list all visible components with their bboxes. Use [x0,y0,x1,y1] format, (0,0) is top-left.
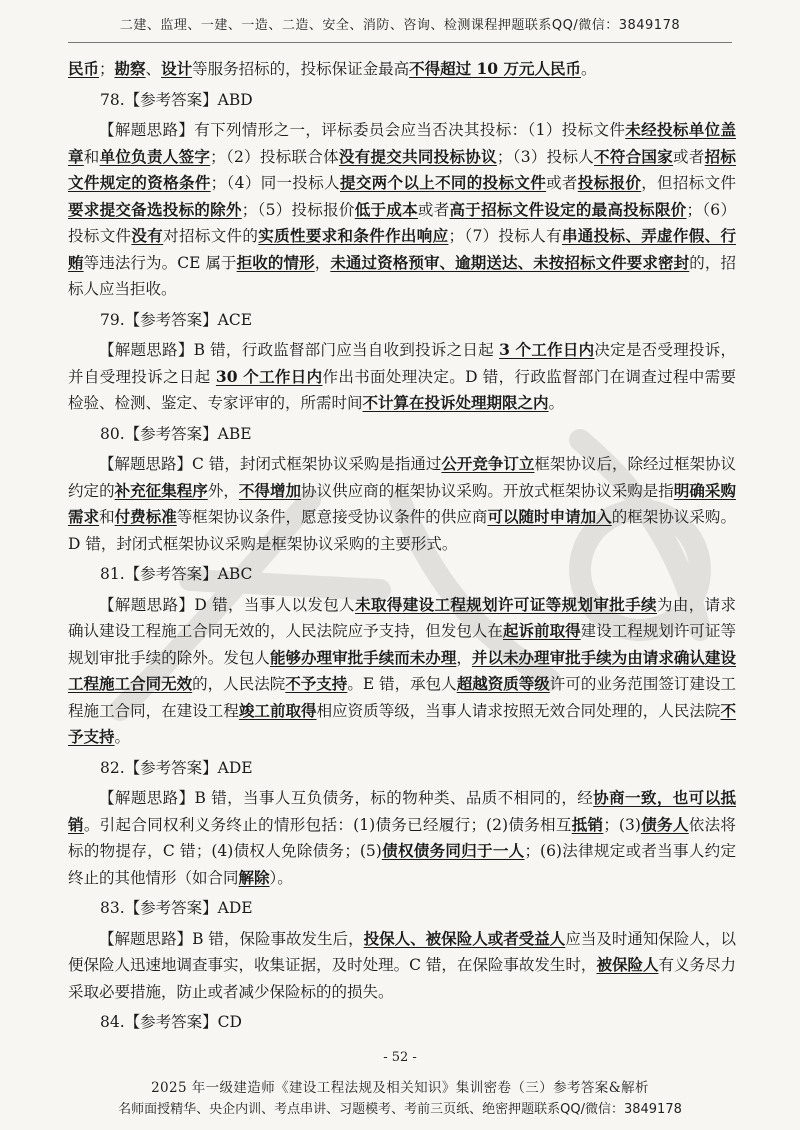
explanation-paragraph [68,117,736,303]
answer-key: 84.【参考答案】CD [100,1013,242,1031]
key-point-text: 没有提交共同投标协议 [338,146,497,166]
key-point-text: 付费标准 [114,507,177,526]
body-text: 外， [207,481,239,500]
body-text: 【解题思路】有下列情形之一，评标委员会应当否决其投标：（1）投标文件 [99,121,626,139]
key-point-text: 拒收的情形 [236,252,315,272]
key-point-text: 没有 [131,226,164,245]
key-point-text: 投标报价 [577,173,642,192]
key-point-text: 不予支持 [285,674,348,693]
body-text: 相应资质等级，当事人请求按照无效合同处理的，人民法院 [316,701,721,720]
body-text: 。 [114,728,131,746]
body-text: 许可的业务范围签订建设工程施工合同，在建设工程 [68,675,736,720]
body-text: 框架协议后，除经过框架协议约定的 [68,455,736,500]
key-point-text: 未通过资格预审、逾期送达、未按招标文件要求密封 [330,252,690,272]
body-text: 或者 [546,174,578,192]
document-title: 2025 年一级建造师《建设工程法规及相关知识》集训密卷（三）参考答案&解析 [151,1080,649,1096]
body-text: ； [99,60,115,78]
key-point-text: 高于招标文件设定的最高投标限价 [449,199,687,219]
body-text: 等框架协议条件，愿意接受协议条件的供应商 [176,508,488,526]
key-point-text: 起诉前取得 [502,621,581,640]
body-text: 。E 错，承包人 [347,675,457,693]
answer-key: 80.【参考答案】ABE [100,424,252,443]
body-text: ）。 [269,868,293,887]
body-text: 应当及时通知保险人，以便保险人迅速地调查事实，收集证据，及时处理。C 错，在保险事故发生时， [68,929,736,974]
key-point-text: 补充征集程序 [114,480,208,500]
body-text: 的框架协议采购。D 错，封闭式框架协议采购是框架协议采购的主要形式。 [68,508,736,553]
key-point-text: 投保人、被保险人或者受益人 [363,928,566,948]
key-point-text: 债权债务同归于一人 [381,841,525,860]
answer-key: 79.【参考答案】ACE [100,310,253,329]
key-point-text: 低于成本 [354,199,418,219]
body-text: 【解题思路】D 错，当事人以发包人 [99,595,356,614]
answer-key: 78.【参考答案】ABD [100,90,253,109]
body-text: ，但招标文件 [641,174,736,192]
key-point-text: 串通投标、弄虚作假、行贿 [68,226,736,272]
body-text: 对招标文件的 [163,227,259,245]
key-point-text: 竣工前取得 [238,700,317,720]
body-text: ；（4）同一投标人 [210,174,340,192]
key-point-text: 不计算在投诉处理期限之内 [362,393,549,412]
body-text: ；（7）投标人有 [448,227,562,245]
body-text: ；（5）投标报价 [241,200,355,219]
explanation-paragraph [68,592,736,751]
explanation-paragraph [68,56,736,83]
key-point-text: 勘察 [114,59,146,78]
key-point-text: 未取得建设工程规划许可证等规划审批手续 [355,594,657,614]
body-text: 或者 [673,147,705,166]
body-text: 。 [548,394,565,412]
key-point-text: 公开竞争订立 [441,454,535,473]
body-text: ， [456,648,472,667]
body-text: 等服务招标的，投标保证金最高 [192,60,410,78]
body-text: 。 [580,60,597,78]
key-point-text: 协商一致，也可以抵销 [68,788,736,834]
body-text: 的，招标人应当拒收。 [68,253,736,298]
explanation-paragraph [68,451,736,557]
body-text: 等违法行为。CE 属于 [83,253,237,272]
key-point-text: 不得增加 [238,480,302,500]
key-point-text: 可以随时申请加入 [487,507,612,526]
key-point-text: 不得超过 10 万元人民币 [409,59,581,78]
body-text: 或者 [417,200,450,219]
key-point-text: 不符合国家 [594,146,674,166]
body-text: 【解题思路】B 错，保险事故发生后， [99,929,364,948]
body-text: 和 [83,147,100,166]
key-point-text: 实质性要求和条件作出响应 [258,226,449,245]
header-divider [68,42,732,43]
body-text: ；(6)法律规定或者当事人约定终止的其他情形（如合同 [68,842,736,887]
key-point-text: 被保险人 [596,955,659,974]
explanation-paragraph [68,337,736,417]
explanation-paragraph [68,926,736,1006]
key-point-text: 明确采购需求 [68,480,736,526]
key-point-text: 3 个工作日内 [499,340,595,359]
body-text: ；(3) [603,815,641,834]
body-text: ；（6）投标文件 [68,200,736,245]
body-text: 和 [99,508,115,526]
answer-key: 81.【参考答案】ABC [100,565,253,583]
key-point-text: 设计 [161,59,193,78]
key-point-text: 超越资质等级 [456,674,550,693]
body-text: 【解题思路】B 错，行政监督部门应当自收到投诉之日起 [99,341,500,359]
body-text: 。引起合同权利义务终止的情形包括：(1)债务已经履行；(2)债务相互 [83,815,572,834]
key-point-text: 30 个工作日内 [215,366,323,386]
answer-content [68,56,736,1040]
page-header: 二建、监理、一建、一造、二造、安全、消防、咨询、检测课程押题联系QQ/微信：3849178 [119,18,681,33]
body-text: 决定是否受理投诉，并自受理投诉之日起 [68,341,736,386]
key-point-text: 未经投标单位盖章 [68,120,736,166]
key-point-text: 并以未办理审批手续为由请求确认建设工程施工合同无效 [68,647,736,693]
page-number: - 52 - [383,1050,417,1065]
body-text: 协议供应商的框架协议采购。开放式框架协议采购是指 [301,481,674,500]
body-text: 的，人民法院 [192,675,286,693]
answer-key: 83.【参考答案】ADE [100,899,253,917]
body-text: ；（3）投标人 [496,147,595,166]
explanation-paragraph [68,785,736,891]
body-text: 作出书面处理决定。D 错，行政监督部门在调查过程中需要检验、检测、鉴定、专家评审的，所需时间 [68,367,737,412]
key-point-text: 能够办理审批手续而未办理 [269,647,457,667]
key-point-text: 解除 [238,867,270,887]
body-text: ；（2）投标联合体 [210,147,339,166]
body-text: 依法将标的物提存，C 错；(4)债权人免除债务；(5) [68,815,736,860]
body-text: ， [314,253,331,272]
body-text: 、 [145,60,162,78]
key-point-text: 民币 [68,59,100,78]
body-text: 有义务尽力采取必要措施，防止或者减少保险标的的损失。 [68,956,736,1001]
key-point-text: 债务人 [640,814,689,834]
key-point-text: 抵销 [571,814,604,834]
footer-promo-text: 名师面授精华、央企内训、考点串讲、习题模考、考前三页纸、绝密押题联系QQ/微信：3849178 [118,1102,682,1117]
key-point-text: 不予支持 [68,700,736,746]
body-text: 【解题思路】C 错，封闭式框架协议采购是指通过 [99,455,442,473]
key-point-text: 要求提交备选投标的除外 [68,199,242,219]
key-point-text: 提交两个以上不同的投标文件 [339,173,547,192]
body-text: 【解题思路】B 错，当事人互负债务，标的物种类、品质不相同的，经 [99,789,594,807]
key-point-text: 单位负责人签字 [99,146,211,166]
body-text: 建设工程规划许可证等规划审批手续的除外。发包人 [68,622,736,667]
key-point-text: 招标文件规定的资格条件 [68,146,736,192]
body-text: 为由，请求确认建设工程施工合同无效的，人民法院应予支持，但发包人在 [68,595,736,640]
answer-key: 82.【参考答案】ADE [100,758,253,777]
